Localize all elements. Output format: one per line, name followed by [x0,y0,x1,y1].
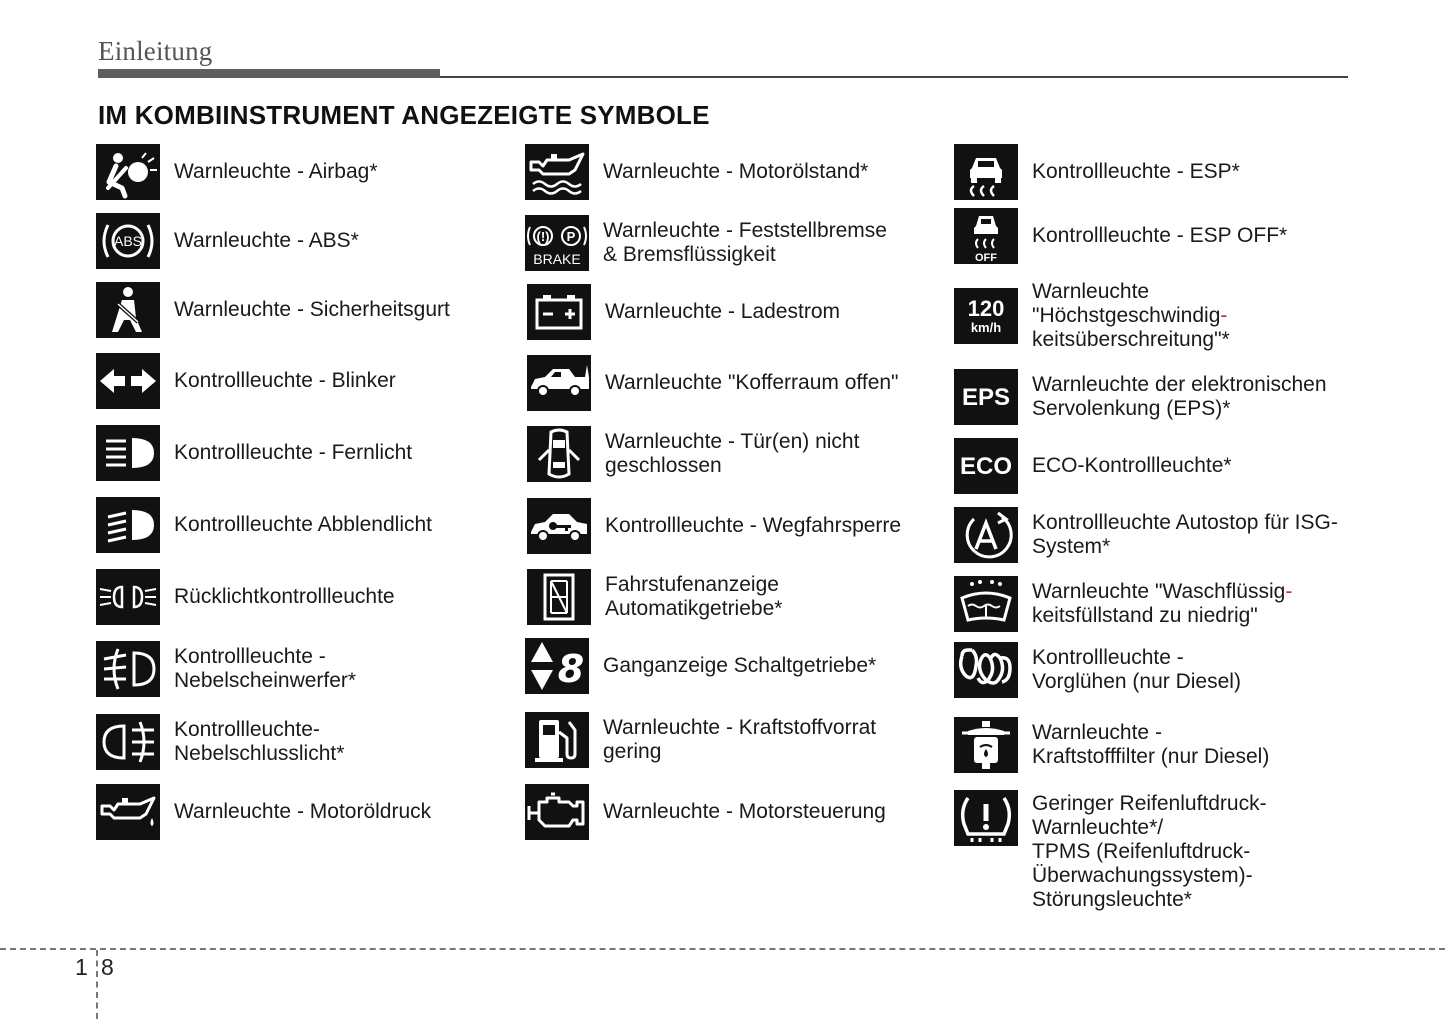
eps-text: EPS [961,384,1011,411]
symbol-label: Warnleuchte - Kraftstofffilter (nur Diesel) [1032,721,1270,768]
high-beam-icon [96,425,160,481]
symbol-item [527,426,859,482]
symbol-label: Warnleuchte - Motorölstand* [603,160,869,183]
symbol-item [525,784,886,840]
symbol-label: Ganganzeige Schaltgetriebe* [603,654,877,677]
symbol-item [96,784,431,840]
symbol-label: Warnleuchte "Kofferraum offen" [605,371,899,394]
symbol-item [954,208,1287,264]
rear-fog-light-icon [96,714,160,770]
symbol-label: Warnleuchte - Airbag* [174,160,378,183]
tail-light-icon [96,569,160,625]
symbol-label: Warnleuchte - ABS* [174,229,359,252]
symbol-label: Warnleuchte - Sicherheitsgurt [174,298,450,321]
brake-text: BRAKE [533,251,581,267]
glow-plug-icon [954,642,1018,698]
kmh-text: km/h [970,320,1002,335]
symbol-item [96,282,450,338]
symbol-item [954,717,1269,773]
symbol-item [96,144,378,200]
header-rule-thick [98,69,440,78]
oil-pressure-icon [96,784,160,840]
symbol-label: Kontrollleuchte - ESP* [1032,160,1240,183]
symbol-label: Geringer Reifenluftdruck- Warnleuchte*/ TPMS (Reifenluftdruck- Überwachungssystem)- Störungsleuchte* [1032,792,1267,911]
auto-stop-icon [954,507,1018,563]
symbol-label: Kontrollleuchte - Blinker [174,369,396,392]
symbol-item [954,144,1240,200]
symbol-item [527,498,901,554]
fuel-filter-icon [954,717,1018,773]
symbol-item [954,642,1241,698]
gear-digit-text: 8 [557,647,585,691]
symbol-item [525,215,887,271]
symbol-item [96,714,344,770]
symbol-item [96,497,432,553]
turn-signal-icon [96,353,160,409]
speed-limit-icon [954,288,1018,344]
symbol-item [954,507,1338,563]
symbol-item [525,712,876,768]
symbol-item [954,790,1267,912]
battery-icon [527,284,591,340]
symbol-label: Warnleuchte - Ladestrom [605,300,840,323]
symbol-label: Warnleuchte "Höchstgeschwindig- keitsüberschreitung"* [1032,280,1230,351]
speed-text: 120 [967,296,1005,321]
symbol-label: Kontrollleuchte Abblendlicht [174,513,433,536]
symbol-label: Kontrollleuchte - ESP OFF* [1032,224,1288,247]
fuel-level-icon [525,712,589,768]
symbol-item [96,425,412,481]
symbol-label: Kontrollleuchte - Wegfahrsperre [605,514,902,537]
symbol-label: Warnleuchte - Feststellbremse & Bremsflüssigkeit [603,219,887,266]
esp-off-icon [954,208,1018,264]
trunk-open-icon [527,355,591,411]
front-fog-light-icon [96,641,160,697]
symbol-label: Kontrollleuchte - Nebelscheinwerfer* [174,645,357,692]
abs-icon [96,213,160,269]
symbol-label: Warnleuchte "Waschflüssig- keitsfüllstand zu niedrig" [1032,580,1293,627]
symbol-label: Warnleuchte - Motorsteuerung [603,800,886,823]
engine-check-icon [525,784,589,840]
symbol-item [527,355,899,411]
symbol-label: Kontrollleuchte- Nebelschlusslicht* [174,718,345,765]
washer-fluid-icon [954,576,1018,632]
abs-text: ABS [113,233,143,249]
symbol-item [954,576,1292,632]
symbol-label: Warnleuchte - Tür(en) nicht geschlossen [605,430,860,477]
section-title: Einleitung [98,36,213,66]
footer-divider [0,948,1445,950]
tpms-icon [954,790,1018,846]
symbol-item [96,641,356,697]
symbol-label: ECO-Kontrollleuchte* [1032,454,1232,477]
symbol-label: Warnleuchte der elektronischen Servolenkung (EPS)* [1032,373,1327,420]
footer-page-divider [96,950,98,1019]
symbol-item [525,638,876,694]
eps-icon [954,369,1018,425]
page-chapter: 1 [75,954,88,980]
shift-indicator-icon [525,638,589,694]
symbol-label: Warnleuchte - Kraftstoffvorrat gering [603,716,877,763]
airbag-icon [96,144,160,200]
eco-icon [954,438,1018,494]
symbol-label: Kontrollleuchte - Fernlicht [174,441,413,464]
door-open-icon [527,426,591,482]
page-heading: IM KOMBIINSTRUMENT ANGEZEIGTE SYMBOLE [98,100,710,130]
gear-position-icon [527,569,591,625]
symbol-item [954,438,1232,494]
esp-icon [954,144,1018,200]
svg-text:(!): (!) [536,229,550,244]
eco-text: ECO [959,453,1013,480]
symbol-item [954,369,1327,425]
symbol-item [96,353,396,409]
symbol-label: Warnleuchte - Motoröldruck [174,800,432,823]
symbol-item [954,280,1230,352]
symbol-label: Kontrollleuchte Autostop für ISG- System* [1032,511,1338,558]
symbol-label: Rücklichtkontrollleuchte [174,585,395,608]
symbol-item [96,569,395,625]
page-number: 8 [101,954,114,980]
symbol-label: Kontrollleuchte - Vorglühen (nur Diesel) [1032,646,1241,693]
brake-p-text: P [566,229,576,244]
brake-icon [525,215,589,271]
immobilizer-icon [527,498,591,554]
oil-level-icon [525,144,589,200]
seatbelt-icon [96,282,160,338]
header-rule-thin [440,76,1348,78]
esp-off-text: OFF [975,252,997,264]
symbol-item [527,569,782,625]
symbol-item [527,284,840,340]
low-beam-icon [96,497,160,553]
symbol-item [96,213,359,269]
symbol-item [525,144,868,200]
symbol-label: Fahrstufenanzeige Automatikgetriebe* [605,573,783,620]
